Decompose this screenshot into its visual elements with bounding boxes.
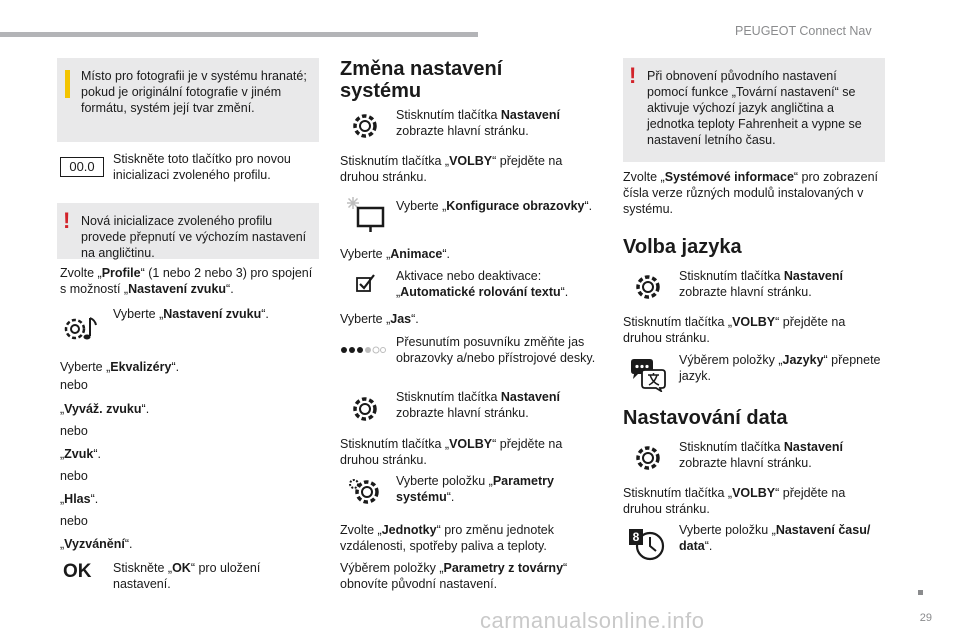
clock-calendar-icon bbox=[628, 526, 668, 564]
text-bold: Nastavení zvuku bbox=[163, 307, 262, 321]
text: „ bbox=[60, 492, 65, 506]
text: “ přepnete jazyk. bbox=[679, 353, 881, 383]
sound-settings-icon bbox=[60, 312, 100, 346]
settings-gear-icon bbox=[350, 111, 380, 141]
text-bold: Nastavení bbox=[783, 269, 843, 283]
text-bold: Parametry systému bbox=[396, 474, 554, 504]
text: Stisknutím tlačítka „ bbox=[623, 486, 733, 500]
text-bold: Ekvalizéry bbox=[110, 360, 172, 374]
step-slider-text: Přesunutím posuvníku změňte jas obrazovky a/nebo přístrojové desky. bbox=[396, 335, 596, 365]
text: “. bbox=[446, 490, 455, 504]
text-bold: Profile bbox=[101, 266, 141, 280]
reset-button[interactable] bbox=[60, 157, 104, 177]
text: “ přejděte na druhou stránku. bbox=[623, 315, 846, 345]
text: “ pro změnu jednotek vzdálenosti, spotřeby paliva a teploty. bbox=[340, 523, 555, 553]
text: Výběrem položky „ bbox=[679, 353, 783, 367]
or-text: nebo bbox=[60, 424, 88, 438]
text-bold: Konfigurace obrazovky bbox=[446, 199, 585, 213]
text-bold: Nastavení bbox=[500, 108, 560, 122]
text: “. bbox=[141, 402, 150, 416]
text: “. bbox=[90, 492, 99, 506]
step-brightness-text bbox=[340, 311, 419, 327]
ok-button-label: OK bbox=[63, 561, 92, 582]
text-bold: Nastavení zvuku bbox=[128, 282, 227, 296]
section-title-date: Nastavování data bbox=[623, 407, 788, 429]
slider-dots-icon bbox=[340, 345, 386, 355]
balance-text bbox=[60, 401, 149, 417]
or-text: nebo bbox=[60, 469, 88, 483]
text: Stisknutím tlačítka bbox=[679, 269, 784, 283]
text: “ pro uložení nastavení. bbox=[113, 561, 261, 591]
text-bold: OK bbox=[172, 561, 191, 575]
text: Stiskněte „ bbox=[113, 561, 173, 575]
text: „ bbox=[60, 447, 65, 461]
settings-gear-icon bbox=[350, 394, 380, 424]
text: Stisknutím tlačítka bbox=[679, 440, 784, 454]
factory-warning-text: Při obnovení původního nastavení pomocí funkce „Tovární nastavení“ se aktivuje výchozí jazyk angličtina a jednotka teploty Fahrenheit a vypne se nastavení letního času. bbox=[647, 69, 862, 147]
text: “. bbox=[411, 312, 419, 326]
step-settings-text bbox=[396, 389, 596, 421]
factory-warning-note bbox=[623, 58, 885, 162]
page-number: 29 bbox=[919, 612, 932, 624]
text: Výběrem položky „ bbox=[340, 561, 444, 575]
text: Vyberte „ bbox=[60, 360, 111, 374]
settings-gear-icon bbox=[633, 443, 663, 473]
text-bold: Vyváž. zvuku bbox=[64, 402, 142, 416]
text: “. bbox=[171, 360, 180, 374]
ok-text bbox=[113, 560, 313, 592]
system-info-text bbox=[623, 169, 883, 217]
section-title-system-settings: Změna nastavení systému bbox=[340, 58, 503, 102]
text: “ (1 nebo 2 nebo 3) pro spojení s možností „ bbox=[60, 266, 313, 296]
step-autoscroll-text bbox=[396, 268, 596, 300]
step-system-params-text bbox=[396, 473, 571, 505]
date-step-options-text bbox=[623, 485, 863, 517]
checkbox-icon bbox=[355, 273, 377, 293]
text: Vyberte položku „ bbox=[396, 474, 493, 488]
text: zobrazte hlavní stránku. bbox=[679, 285, 812, 299]
warning-icon: ! bbox=[629, 63, 637, 88]
text-bold: Hlas bbox=[64, 492, 91, 506]
text: Stisknutím tlačítka bbox=[396, 108, 501, 122]
text: “. bbox=[704, 539, 713, 553]
text-bold: Nastavení bbox=[500, 390, 560, 404]
date-step-settings-text bbox=[679, 439, 879, 471]
text: Vyberte položku „ bbox=[679, 523, 776, 537]
text: “ pro zobrazení čísla verze různých modulů instalovaných v systému. bbox=[623, 170, 878, 216]
text: Vyberte „ bbox=[340, 247, 391, 261]
text: Zvolte „ bbox=[60, 266, 102, 280]
text: “. bbox=[442, 247, 451, 261]
lang-step-settings-text bbox=[679, 268, 879, 300]
text: Vyberte „ bbox=[396, 199, 447, 213]
text: Vyberte „ bbox=[340, 312, 391, 326]
text-bold: VOLBY bbox=[732, 315, 776, 329]
text-bold: Nastavení bbox=[783, 440, 843, 454]
text: “. bbox=[560, 285, 569, 299]
text-bold: Parametry z továrny bbox=[443, 561, 564, 575]
calendar-badge: 8 bbox=[632, 530, 640, 544]
text-bold: Animace bbox=[390, 247, 443, 261]
text: “. bbox=[584, 199, 593, 213]
info-note-text: Místo pro fotografii je v systému hranaté; pokud je originální fotografie v jiném formátu, systém její tvar změní. bbox=[81, 69, 307, 115]
section-title-language: Volba jazyka bbox=[623, 236, 742, 258]
page-marker bbox=[918, 590, 923, 595]
lang-step-options-text bbox=[623, 314, 863, 346]
screen-config-icon bbox=[344, 196, 386, 234]
step-animation-text bbox=[340, 246, 450, 262]
text-bold: Jazyky bbox=[782, 353, 824, 367]
info-note-marker bbox=[65, 70, 70, 98]
text-bold: VOLBY bbox=[449, 437, 493, 451]
text: “. bbox=[93, 447, 101, 461]
or-text: nebo bbox=[60, 378, 88, 392]
text: „ bbox=[60, 537, 65, 551]
text: Stisknutím tlačítka „ bbox=[623, 315, 733, 329]
text-bold: Nastavení času/ data bbox=[679, 523, 871, 553]
text: Aktivace nebo deaktivace: „ bbox=[396, 269, 542, 299]
text: Zvolte „ bbox=[340, 523, 382, 537]
lang-step-languages-text bbox=[679, 352, 884, 384]
watermark: carmanualsonline.info bbox=[480, 608, 705, 633]
text: “ obnovíte původní nastavení. bbox=[340, 561, 568, 591]
text-bold: VOLBY bbox=[449, 154, 493, 168]
header-rule bbox=[0, 32, 478, 37]
warning-icon: ! bbox=[63, 208, 71, 233]
eq-text bbox=[60, 359, 179, 375]
step-settings-text bbox=[396, 107, 596, 139]
settings-gear-icon bbox=[633, 272, 663, 302]
step-units-text bbox=[340, 522, 585, 554]
text: zobrazte hlavní stránku. bbox=[679, 456, 812, 470]
ringtone-text bbox=[60, 536, 133, 552]
reset-button-label: 00.0 bbox=[69, 159, 95, 174]
text: Stisknutím tlačítka „ bbox=[340, 437, 450, 451]
header-title: PEUGEOT Connect Nav bbox=[735, 24, 872, 38]
ok-button[interactable] bbox=[63, 561, 92, 583]
reset-text: Stiskněte toto tlačítko pro novou inicializaci zvoleného profilu. bbox=[113, 152, 291, 182]
warning-text: Nová inicializace zvoleného profilu provede přepnutí ve výchozím nastavení na angličtinu. bbox=[81, 214, 307, 260]
zvuk-text bbox=[60, 446, 101, 462]
text: “ přejděte na druhou stránku. bbox=[340, 154, 563, 184]
date-step-time-text bbox=[679, 522, 879, 554]
or-text: nebo bbox=[60, 514, 88, 528]
text-bold: Automatické rolování textu bbox=[400, 285, 561, 299]
text: zobrazte hlavní stránku. bbox=[396, 124, 529, 138]
text: “. bbox=[124, 537, 133, 551]
text: Zvolte „ bbox=[623, 170, 665, 184]
text-bold: Zvuk bbox=[64, 447, 94, 461]
step-screen-config-text bbox=[396, 198, 596, 214]
hlas-text bbox=[60, 491, 98, 507]
text: “ přejděte na druhou stránku. bbox=[340, 437, 563, 467]
text-bold: VOLBY bbox=[732, 486, 776, 500]
text-bold: Jednotky bbox=[381, 523, 437, 537]
step-options-text bbox=[340, 436, 580, 468]
text: “ přejděte na druhou stránku. bbox=[623, 486, 846, 516]
text-bold: Vyzvánění bbox=[64, 537, 125, 551]
text: Vyberte „ bbox=[113, 307, 164, 321]
profile-paragraph bbox=[60, 265, 318, 297]
step-factory-text bbox=[340, 560, 580, 592]
text: Stisknutím tlačítka „ bbox=[340, 154, 450, 168]
language-icon bbox=[628, 358, 668, 392]
text: “. bbox=[261, 307, 269, 321]
text: „ bbox=[60, 402, 65, 416]
step-options-text bbox=[340, 153, 580, 185]
text-bold: Systémové informace bbox=[664, 170, 794, 184]
info-note bbox=[57, 58, 319, 142]
warning-note bbox=[57, 203, 319, 259]
text: Stisknutím tlačítka bbox=[396, 390, 501, 404]
text: zobrazte hlavní stránku. bbox=[396, 406, 529, 420]
system-params-gear-icon bbox=[347, 475, 383, 509]
text: “. bbox=[226, 282, 234, 296]
sound-text bbox=[113, 306, 313, 322]
text-bold: Jas bbox=[390, 312, 412, 326]
